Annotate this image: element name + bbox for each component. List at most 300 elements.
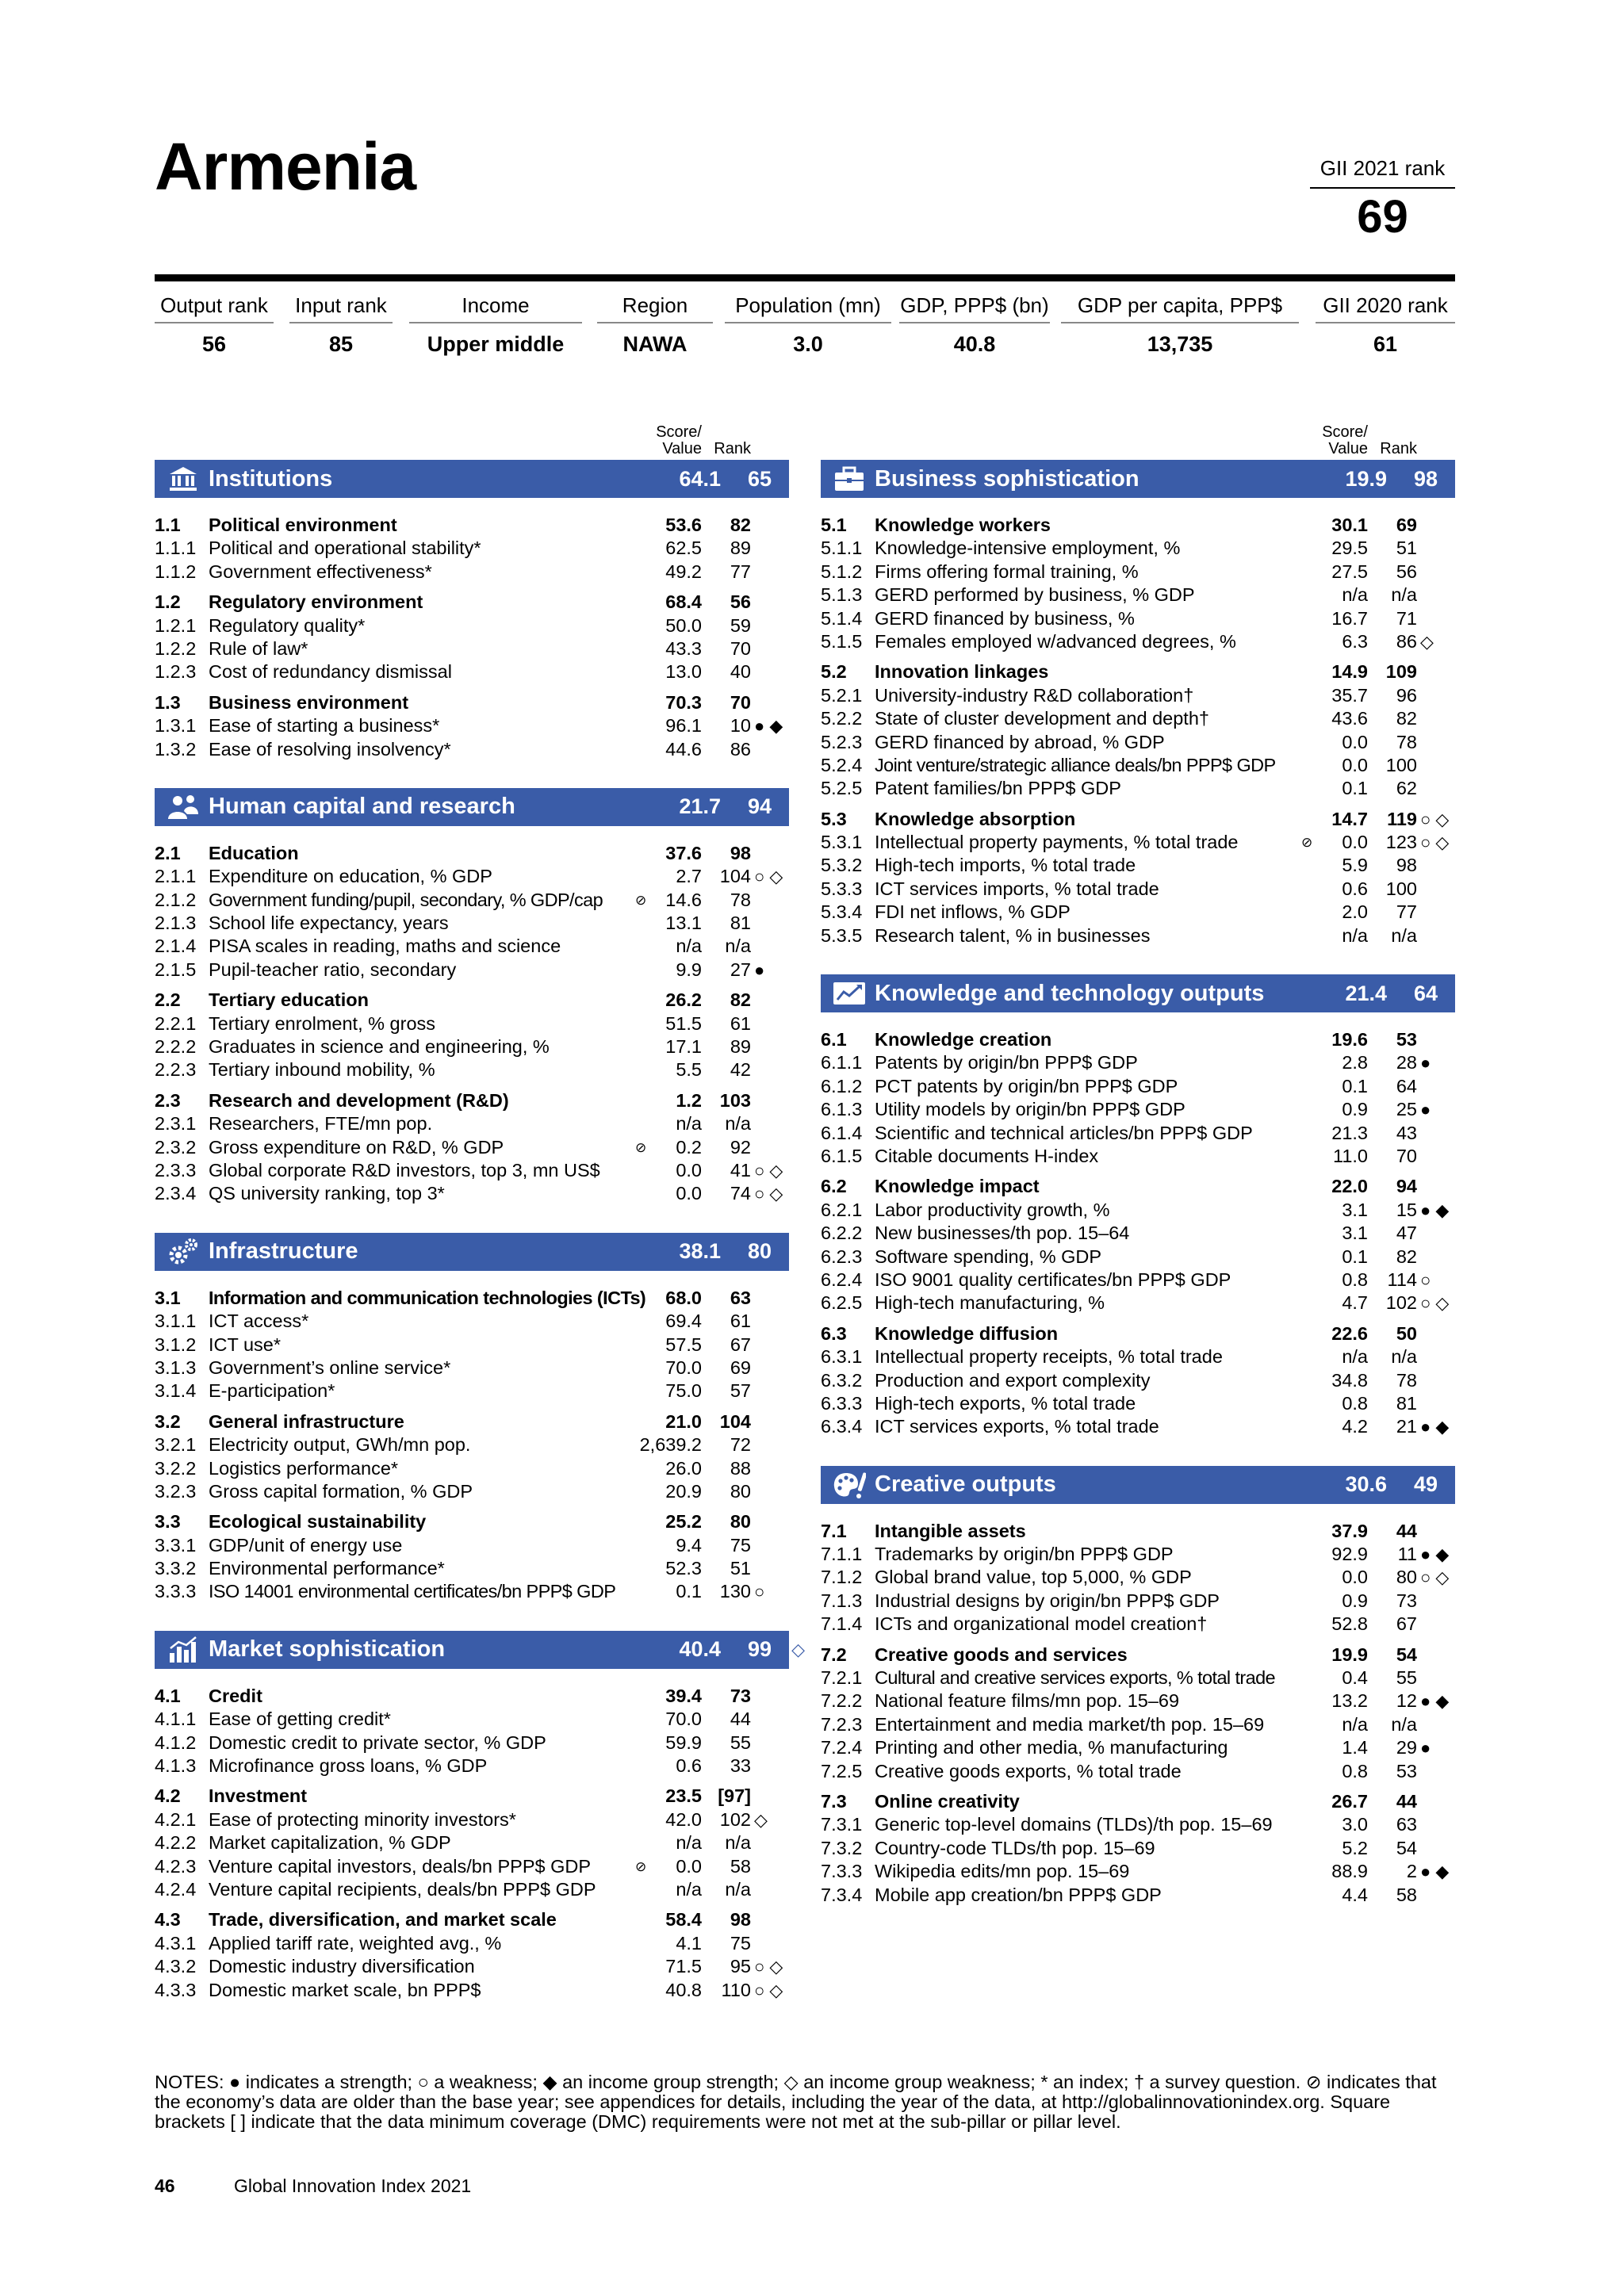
indicator-rank: 89 [730,538,751,559]
indicator-score: 1.2 [676,1089,702,1111]
indicator-name: ISO 9001 quality certificates/bn PPP$ GDP [875,1269,1231,1290]
indicator-rank: 102 [719,1808,751,1830]
indicator-score: 26.7 [1331,1790,1368,1812]
indicator-code: 1.3 [155,691,181,713]
indicator-score: 0.0 [1342,1567,1368,1588]
indicator-rank: 71 [1396,607,1417,629]
indicator-score: 4.4 [1342,1884,1368,1905]
indicator-score: 16.7 [1331,607,1368,629]
indicator-name: National feature films/mn pop. 15–69 [875,1690,1180,1712]
indicator-row [155,1058,789,1081]
summary-cell [1316,290,1455,362]
indicator-score: 1.4 [1342,1737,1368,1758]
indicator-row [155,1012,789,1035]
indicator-rank: 70 [1396,1145,1417,1166]
indicator-rank: 77 [730,561,751,582]
indicator-rank: 2 [1406,1861,1417,1882]
indicator-rank: 80 [730,1480,751,1502]
indicator-score: 44.6 [665,738,702,760]
indicator-name: Creative goods exports, % total trade [875,1760,1182,1781]
indicator-name: Knowledge absorption [875,808,1076,829]
pillar-name: Infrastructure [209,1238,358,1265]
indicator-code: 7.2.3 [821,1713,863,1735]
indicator-score: n/a [676,1113,702,1135]
indicator-row [821,1884,1455,1907]
indicator-name: Knowledge diffusion [875,1322,1059,1344]
indicator-row [821,1098,1455,1121]
indicator-code: 5.3.3 [821,878,863,899]
indicator-name: Information and communication technologies (ICTs) [209,1287,646,1308]
indicator-code: 6.1.4 [821,1122,863,1143]
gii-rank-divider [1310,187,1455,189]
pillar-section [821,974,1455,1439]
indicator-score: 0.4 [1342,1667,1368,1689]
indicator-code: 2.1.2 [155,889,197,910]
indicator-score: 14.6 [665,889,702,910]
pillar-score: 21.4 [1345,981,1387,1005]
indicator-code: 6.1.5 [821,1145,863,1166]
pillar-rank: 94 [747,794,772,819]
indicator-code: 1.2.1 [155,614,197,636]
country-title: Armenia [155,129,416,204]
indicator-rank: 109 [1385,661,1417,683]
indicator-row [155,1334,789,1357]
indicator-score: 59.9 [665,1732,702,1753]
stale-data-icon: ⊘ [635,1858,647,1874]
score-value-header: Score/ Value [656,423,702,457]
indicator-row [821,1543,1455,1566]
indicator-rank: 44 [1396,1790,1417,1812]
pillar-name: Market sophistication [209,1636,446,1663]
indicator-code: 2.1.4 [155,936,197,957]
indicator-name: GERD financed by abroad, % GDP [875,731,1165,752]
subpillar-row [155,1089,789,1112]
indicator-name: PISA scales in reading, maths and science [209,936,561,957]
strength-weakness-icon: ● [1420,1053,1431,1073]
indicator-name: Cultural and creative services exports, % total trade [875,1667,1276,1689]
indicator-score: n/a [1342,1713,1368,1735]
indicator-rank: 11 [1397,1544,1417,1565]
indicator-rank: 88 [730,1457,751,1479]
indicator-score: 0.0 [1342,832,1368,853]
indicator-score: 50.0 [665,614,702,636]
summary-value: 61 [1373,332,1398,356]
indicator-rank: n/a [725,1832,751,1854]
strength-weakness-icon: ● [754,959,765,980]
indicator-row [155,1310,789,1333]
strength-weakness-icon: ○ [1420,1269,1431,1290]
indicator-code: 3.1.3 [155,1357,197,1378]
indicator-row [155,1357,789,1380]
indicator-row [155,1808,789,1831]
indicator-rank: 104 [719,1410,751,1432]
indicator-code: 5.2.1 [821,684,863,706]
indicator-code: 1.3.2 [155,738,197,760]
indicator-code: 4.3 [155,1909,181,1931]
indicator-score: 37.6 [665,842,702,863]
indicator-name: Government funding/pupil, secondary, % GDP/cap [209,889,603,910]
indicator-rank: 73 [730,1685,751,1706]
strength-weakness-icon: ◇ [754,1809,768,1830]
indicator-row [821,831,1455,854]
indicator-code: 4.3.3 [155,1979,197,2000]
indicator-row [821,1122,1455,1145]
indicator-rank: 86 [730,738,751,760]
gii-rank-value: 69 [1357,191,1408,243]
indicator-row [155,1136,789,1159]
strength-weakness-icon: ● ◆ [754,716,783,737]
summary-divider [1061,322,1299,323]
summary-cell [409,290,582,362]
indicator-score: 0.0 [1342,731,1368,752]
indicator-rank: 94 [1396,1176,1417,1197]
indicator-score: 19.6 [1331,1029,1368,1050]
indicator-score: 26.0 [665,1457,702,1479]
indicator-row [155,1855,789,1878]
indicator-rank: 95 [730,1956,751,1977]
indicator-rank: 57 [730,1380,751,1402]
gears-icon [166,1236,201,1268]
summary-divider [289,322,393,323]
summary-cell [597,290,713,362]
summary-label: GDP per capita, PPP$ [1077,293,1283,317]
indicator-score: 27.5 [1331,561,1368,582]
indicator-row [821,1145,1455,1168]
subpillar-row [155,842,789,865]
pillar-name: Human capital and research [209,794,515,820]
indicator-name: Trademarks by origin/bn PPP$ GDP [875,1544,1174,1565]
indicator-score: 26.2 [665,989,702,1011]
subpillar-row [155,1685,789,1708]
indicator-row [821,1590,1455,1613]
indicator-score: 5.9 [1342,855,1368,876]
indicator-code: 1.2.3 [155,661,197,683]
indicator-code: 6.3.4 [821,1416,863,1437]
indicator-row [155,1979,789,2002]
indicator-row [821,854,1455,877]
subpillar-row [155,989,789,1012]
strength-weakness-icon: ● [1420,1100,1431,1120]
indicator-score: 21.0 [665,1410,702,1432]
indicator-code: 3.2.3 [155,1480,197,1502]
indicator-rank: 15 [1396,1199,1417,1220]
indicator-name: New businesses/th pop. 15–64 [875,1223,1130,1244]
indicator-name: Firms offering formal training, % [875,561,1139,582]
indicator-rank: 21 [1396,1416,1417,1437]
pillar-section [155,460,789,761]
indicator-row [821,561,1455,584]
indicator-rank: 55 [730,1732,751,1753]
subpillar-row [821,1322,1455,1345]
indicator-name: Tertiary enrolment, % gross [209,1012,436,1034]
indicator-row [821,1345,1455,1368]
indicator-score: 70.3 [665,691,702,713]
indicator-name: Research and development (R&D) [209,1089,509,1111]
indicator-code: 1.1.2 [155,561,197,582]
strength-weakness-icon: ● ◆ [1420,1417,1450,1437]
pillar-header [155,1233,789,1271]
stale-data-icon: ⊘ [635,1139,647,1155]
indicator-rank: 44 [1396,1520,1417,1541]
summary-divider [725,322,891,323]
indicator-rank: 98 [1396,855,1417,876]
indicator-score: 0.9 [1342,1590,1368,1611]
indicator-rank: 74 [730,1183,751,1204]
indicator-score: 0.8 [1342,1269,1368,1290]
indicator-row [155,889,789,912]
indicator-row [821,684,1455,707]
indicator-rank: 70 [730,691,751,713]
indicator-rank: 10 [730,715,751,737]
indicator-rank: 75 [730,1534,751,1556]
indicator-score: 30.1 [1331,515,1368,535]
indicator-row [821,1222,1455,1245]
pillar-score: 21.7 [679,794,721,819]
indicator-row [821,607,1455,630]
indicator-code: 1.2 [155,591,181,613]
indicator-rank: 53 [1396,1760,1417,1781]
indicator-code: 2.3 [155,1089,181,1111]
pillar-rank: 98 [1413,466,1438,491]
income-weakness-icon: ◇ [791,1639,805,1659]
indicator-code: 6.3.1 [821,1346,863,1368]
indicator-code: 4.2.4 [155,1878,197,1900]
indicator-row [155,1932,789,1955]
indicator-score: 2.7 [676,866,702,887]
indicator-code: 2.2.1 [155,1012,197,1034]
indicator-rank: 56 [1396,561,1417,582]
indicator-row [821,1860,1455,1883]
indicator-code: 4.2 [155,1785,181,1807]
stale-data-icon: ⊘ [1301,835,1313,851]
pillar-score: 38.1 [679,1239,721,1264]
indicator-name: ISO 14001 environmental certificates/bn PPP$ GDP [209,1581,616,1602]
pillar-section [821,460,1455,947]
indicator-name: Cost of redundancy dismissal [209,661,452,683]
indicator-name: High-tech imports, % total trade [875,855,1136,876]
indicator-score: n/a [676,1878,702,1900]
indicator-name: Innovation linkages [875,661,1049,683]
indicator-code: 6.1 [821,1029,847,1050]
indicator-code: 5.2.4 [821,754,863,775]
left-column [155,423,805,2029]
indicator-score: n/a [1342,1346,1368,1368]
indicator-name: Ease of protecting minority investors* [209,1808,516,1830]
indicator-rank: 114 [1387,1269,1417,1290]
summary-value: 56 [201,332,227,356]
bar-chart-icon [166,1634,201,1666]
summary-label: Income [462,293,530,317]
indicator-name: Gross capital formation, % GDP [209,1480,473,1502]
notes: NOTES: ● indicates a strength; ○ a weakness; ◆ an income group strength; ◇ an income group weakness; * an index; † a survey question. ⊘ indicates that the economy’s data are older than the base year; see appendices for details, including the year of the data, at http://globalinnovationindex.org. Square brackets [ ] indicate that the data minimum coverage (DMC) requirements were not met at the sub-pillar or pillar level. [155,2072,1437,2132]
indicator-row [821,1760,1455,1783]
pillar-header [821,1466,1455,1504]
indicator-name: Environmental performance* [209,1558,445,1579]
indicator-code: 7.3.4 [821,1884,863,1905]
indicator-rank: 67 [730,1334,751,1355]
indicator-score: 0.1 [1342,1246,1368,1267]
indicator-score: 9.9 [676,959,702,980]
indicator-code: 5.1.5 [821,630,863,652]
subpillar-row [155,1785,789,1808]
subpillar-row [155,514,789,537]
indicator-name: Knowledge-intensive employment, % [875,538,1181,559]
pillar-name: Business sophistication [875,465,1139,492]
indicator-score: 22.6 [1331,1322,1368,1344]
indicator-row [821,1415,1455,1438]
indicator-name: Investment [209,1785,308,1807]
indicator-code: 4.1 [155,1685,181,1706]
indicator-row [155,1955,789,1978]
pillar-score: 19.9 [1345,466,1387,491]
indicator-row [155,1580,789,1603]
indicator-row [821,1689,1455,1712]
indicator-score: 14.9 [1331,661,1368,683]
pillar-name: Knowledge and technology outputs [875,980,1265,1006]
indicator-score: 3.0 [1342,1814,1368,1835]
subpillar-row [155,591,789,614]
indicator-name: Global brand value, top 5,000, % GDP [875,1567,1192,1588]
indicator-score: 20.9 [665,1480,702,1502]
indicator-name: Ease of resolving insolvency* [209,738,451,760]
strength-weakness-icon: ○ ◇ [754,1160,783,1181]
indicator-score: 0.9 [1342,1099,1368,1120]
pillar-score: 30.6 [1345,1472,1387,1497]
indicator-name: Applied tariff rate, weighted avg., % [209,1932,502,1954]
pillar-header [821,974,1455,1012]
summary-divider [409,322,582,323]
strength-weakness-icon: ◇ [1420,631,1434,652]
indicator-code: 7.2.4 [821,1737,863,1758]
indicator-score: 3.1 [1342,1223,1368,1244]
subpillar-row [821,1790,1455,1813]
indicator-rank: 98 [730,1909,751,1931]
indicator-name: Females employed w/advanced degrees, % [875,630,1236,652]
indicator-name: High-tech manufacturing, % [875,1292,1105,1314]
indicator-score: 4.7 [1342,1292,1368,1314]
indicator-row [155,1112,789,1135]
indicator-row [821,1392,1455,1415]
indicator-code: 5.3.4 [821,901,863,923]
indicator-name: Regulatory quality* [209,614,366,636]
indicator-row [155,660,789,683]
indicator-code: 7.3 [821,1790,847,1812]
indicator-name: Government effectiveness* [209,561,432,582]
strength-weakness-icon: ○ ◇ [1420,809,1450,829]
indicator-code: 5.1 [821,515,847,535]
indicator-score: 13.2 [1331,1690,1368,1712]
indicator-name: Regulatory environment [209,591,423,613]
indicator-name: Ease of getting credit* [209,1709,391,1730]
indicator-name: Wikipedia edits/mn pop. 15–69 [875,1861,1130,1882]
indicator-rank: 92 [730,1136,751,1158]
summary-label: GII 2020 rank [1323,293,1448,317]
indicator-name: Rule of law* [209,637,308,659]
indicator-code: 5.3 [821,808,847,829]
indicator-rank: 104 [719,866,751,887]
indicator-name: ICT services exports, % total trade [875,1416,1159,1437]
indicator-row [155,1831,789,1854]
summary-cell [155,290,274,362]
indicator-rank: 70 [730,637,751,659]
indicator-score: n/a [1342,924,1368,946]
indicator-row [155,738,789,761]
pillar-score: 40.4 [679,1637,721,1662]
pillar-header [821,460,1455,498]
indicator-code: 2.2 [155,989,181,1011]
indicator-name: ICTs and organizational model creation† [875,1613,1208,1635]
indicator-name: Gross expenditure on R&D, % GDP [209,1136,504,1158]
indicator-rank: 77 [1396,901,1417,923]
indicator-row [821,1051,1455,1074]
indicator-score: 13.0 [665,661,702,683]
pillar-header [155,788,789,826]
page-number: 46 [155,2175,175,2196]
indicator-rank: n/a [1391,924,1417,946]
indicator-score: 68.0 [665,1287,702,1308]
indicator-score: 2,639.2 [639,1434,702,1456]
indicator-row [821,731,1455,754]
indicator-rank: 78 [1396,1369,1417,1391]
indicator-row [155,537,789,560]
indicator-score: 57.5 [665,1334,702,1355]
subpillar-row [155,1510,789,1533]
indicator-row [821,924,1455,947]
indicator-score: 62.5 [665,538,702,559]
indicator-row [821,1837,1455,1860]
indicator-score: 70.0 [665,1709,702,1730]
indicator-row [821,1713,1455,1736]
indicator-code: 3.2.2 [155,1457,197,1479]
indicator-code: 4.3.2 [155,1956,197,1977]
indicator-name: FDI net inflows, % GDP [875,901,1071,923]
indicator-rank: 61 [730,1012,751,1034]
indicator-code: 2.2.3 [155,1059,197,1081]
indicator-row [155,1035,789,1058]
indicator-score: 49.2 [665,561,702,582]
indicator-score: 40.8 [665,1979,702,2000]
indicator-score: 3.1 [1342,1199,1368,1220]
indicator-code: 2.1 [155,842,181,863]
indicator-code: 5.2.3 [821,731,863,752]
indicator-code: 3.1 [155,1287,181,1308]
indicator-rank: 98 [730,842,751,863]
indicator-rank: 86 [1396,630,1417,652]
summary-label: GDP, PPP$ (bn) [900,293,1049,317]
indicator-name: Industrial designs by origin/bn PPP$ GDP [875,1590,1220,1611]
summary-label: Input rank [295,293,387,317]
subpillar-row [821,514,1455,537]
indicator-code: 7.3.2 [821,1837,863,1858]
indicator-row [821,1075,1455,1098]
indicator-row [155,561,789,584]
strength-weakness-icon: ○ ◇ [754,1980,783,2000]
column-header [821,424,1455,460]
indicator-name: ICT use* [209,1334,281,1355]
pillar-rank: 49 [1413,1472,1438,1497]
summary-value: 85 [328,332,354,356]
summary-divider [155,322,274,323]
subpillar-row [821,808,1455,831]
indicator-code: 4.2.3 [155,1855,197,1877]
summary-label: Output rank [160,293,268,317]
indicator-score: 35.7 [1331,684,1368,706]
indicator-rank: 55 [1396,1667,1417,1689]
subpillar-row [821,1644,1455,1667]
indicator-name: Printing and other media, % manufacturing [875,1737,1228,1758]
indicator-code: 4.3.1 [155,1932,197,1954]
indicator-name: Market capitalization, % GDP [209,1832,451,1854]
